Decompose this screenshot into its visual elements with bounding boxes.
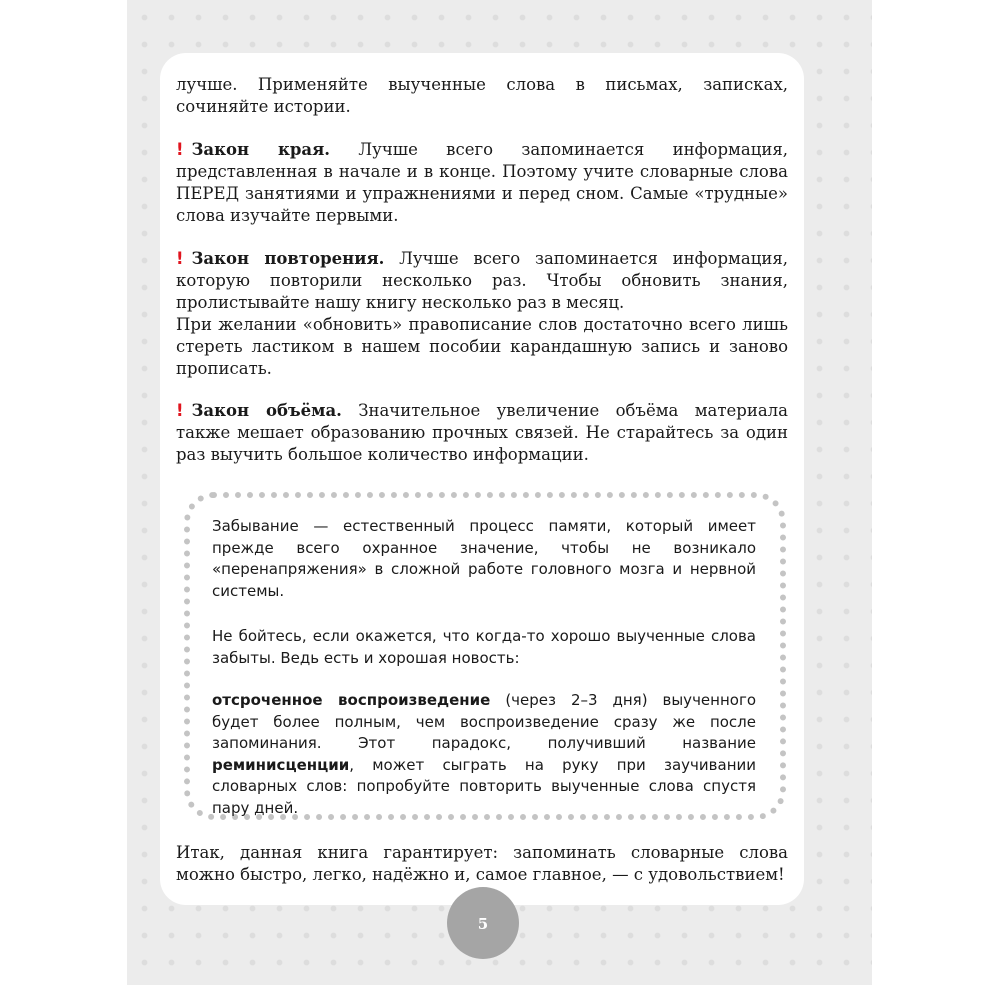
closing-paragraph: Итак, данная книга гарантирует: запоминать словарные слова можно быстро, легко, надёжно и, самое главное, — с удовольствием! [176, 843, 788, 884]
exclamation-icon: ! [176, 401, 184, 420]
law-repetition-paragraph [176, 248, 788, 380]
law-volume-text: Значительное увеличение объёма материала также мешает образованию прочных связей. Не старайтесь за один раз выучить большое количество информации. [176, 401, 788, 464]
law-volume-paragraph [176, 400, 788, 466]
callout-paragraph-3 [212, 690, 756, 819]
law-repetition-extra: При желании «обновить» правописание слов достаточно всего лишь стереть ластиком в нашем пособии карандашную запись и заново прописать. [176, 315, 788, 378]
law-edge-text: Лучше всего запоминается информация, представленная в начале и в конце. Поэтому учите словарные слова ПЕРЕД занятиями и упражнениями и перед сном. Самые «трудные» слова изучайте первыми. [176, 140, 788, 225]
exclamation-icon: ! [176, 249, 184, 268]
law-repetition-text: Лучше всего запоминается информация, которую повторили несколько раз. Чтобы обновить знания, пролистывайте нашу книгу несколько раз в месяц. [176, 249, 788, 312]
callout-paragraph-1: Забывание — естественный процесс памяти, который имеет прежде всего охранное значение, чтобы не возникало «перенапряжения» в сложной работе головного мозга и нервной системы. [212, 517, 756, 600]
page-number-badge [447, 887, 519, 959]
term-delayed-recall: отсроченное воспроизведение [212, 691, 491, 709]
callout-paragraph-2: Не бойтесь, если окажется, что когда-то хорошо выученные слова забыты. Ведь есть и хорошая новость: [212, 627, 756, 667]
law-volume-title: Закон объёма. [191, 401, 342, 420]
term-reminiscence: реминисценции [212, 755, 350, 774]
law-repetition-title: Закон повторения. [191, 249, 385, 268]
exclamation-icon: ! [176, 140, 184, 159]
law-edge-paragraph [176, 139, 788, 227]
page-number: 5 [477, 915, 489, 933]
callout-p3-text-2: , может сыграть на руку при заучивании словарных слов: попробуйте повторить выученные слова спустя пару дней. [212, 755, 756, 817]
intro-paragraph: лучше. Применяйте выученные слова в письмах, записках, сочиняйте истории. [176, 75, 788, 116]
law-edge-title: Закон края. [191, 140, 331, 159]
callout-p3-text: (через 2–3 дня) выученного будет более полным, чем воспроизведение сразу же после запоминания. Этот парадокс, получивший название [212, 691, 757, 752]
